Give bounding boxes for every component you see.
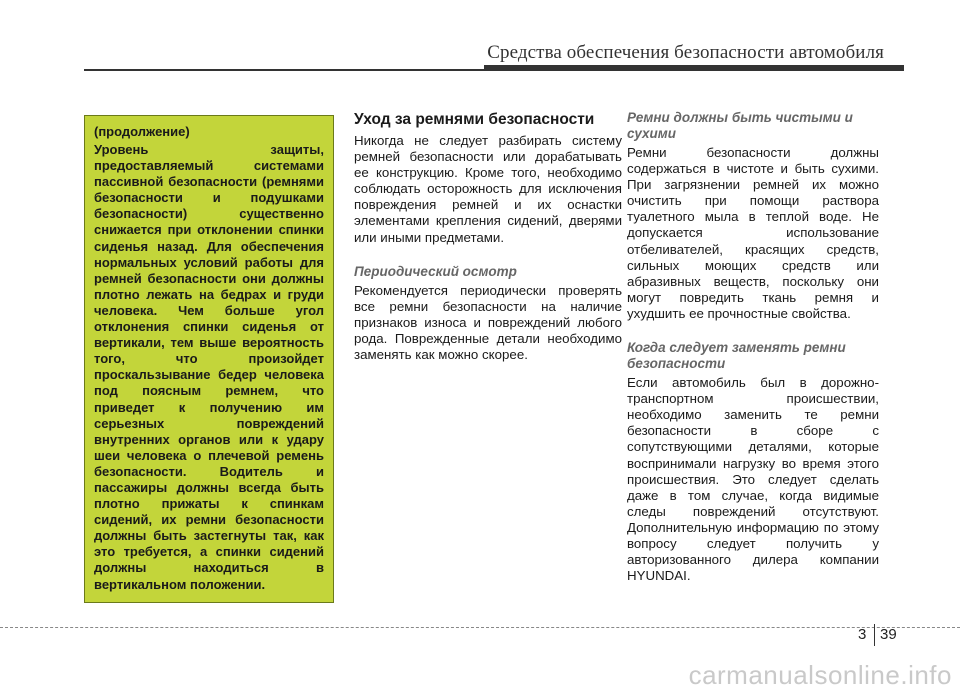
footer-rule	[0, 627, 960, 628]
when-to-replace-paragraph: Если автомобиль был в дорожно-транспортном происшествии, необходимо заменить те ремни безопасности в сборе с сопутствующими деталями, которые воспринимали нагрузку во время этого происшествия. Это следует сделать даже в том случае, когда видимые следы повреждений отсутствуют. Дополнительную информацию по этому вопросу следует получить у авторизованного дилера компании HYUNDAI.	[627, 375, 879, 584]
section-title-belt-care: Уход за ремнями безопасности	[354, 111, 595, 128]
watermark: carmanualsonline.info	[688, 660, 952, 690]
page-number-separator	[874, 624, 875, 646]
keep-clean-paragraph: Ремни безопасности должны содержаться в чистоте и быть сухими. При загрязнении ремней их можно очистить при помощи раствора туалетного мыла в теплой воде. Не допускается использование отбеливателей, красящих средств, сильных моющих средств или абразивных веществ, поскольку они могут повредить ткань ремня и ухудшить ее прочностные свойства.	[627, 145, 879, 321]
warning-text: Уровень защиты, предоставляемый системами пассивной безопасности (ремнями безопасности и подушками безопасности) существенно снижается при отклонении спинки сиденья назад. Для обеспечения нормальных условий работы для ремней безопасности они должны плотно лежать на бедрах и груди человека. Чем больше угол отклонения спинки сиденья от вертикали, тем выше вероятность того, что произойдет проскальзывание бедер человека под поясным ремнем, что приведет к получению им серьезных повреждений внутренних органов или к удару шеи человека о плечевой ремень безопасности. Водитель и пассажиры должны всегда быть плотно прижаты к спинкам сидений, их ремни безопасности должны быть застегнуты так, как это требуется, а спинки сидений должны находиться в вертикальном положении.	[94, 142, 324, 592]
warning-box	[84, 115, 334, 603]
subtitle-when-to-replace: Когда следует заменять ремни безопасности	[627, 340, 846, 372]
right-column	[627, 110, 879, 602]
subtitle-periodic-inspection: Периодический осмотр	[354, 263, 517, 279]
header-title: Средства обеспечения безопасности автомобиля	[487, 42, 884, 63]
warning-heading: (продолжение)	[94, 124, 190, 139]
page-number: 39	[880, 626, 897, 643]
chapter-number: 3	[858, 626, 867, 643]
header-rule-accent	[484, 65, 904, 71]
subtitle-keep-clean-dry: Ремни должны быть чистыми и сухими	[627, 110, 853, 141]
periodic-inspection-paragraph: Рекомендуется периодически проверять все ремни безопасности на наличие признаков износа и повреждений любого рода. Поврежденные детали необходимо заменять как можно скорее.	[354, 282, 622, 363]
middle-column	[354, 110, 622, 381]
belt-care-paragraph: Никогда не следует разбирать систему ремней безопасности или дорабатывать ее конструкцию. Кроме того, необходимо соблюдать осторожность для исключения повреждения ремней и их оснастки элементами крепления сидений, дверями или иными предметами.	[354, 133, 622, 245]
